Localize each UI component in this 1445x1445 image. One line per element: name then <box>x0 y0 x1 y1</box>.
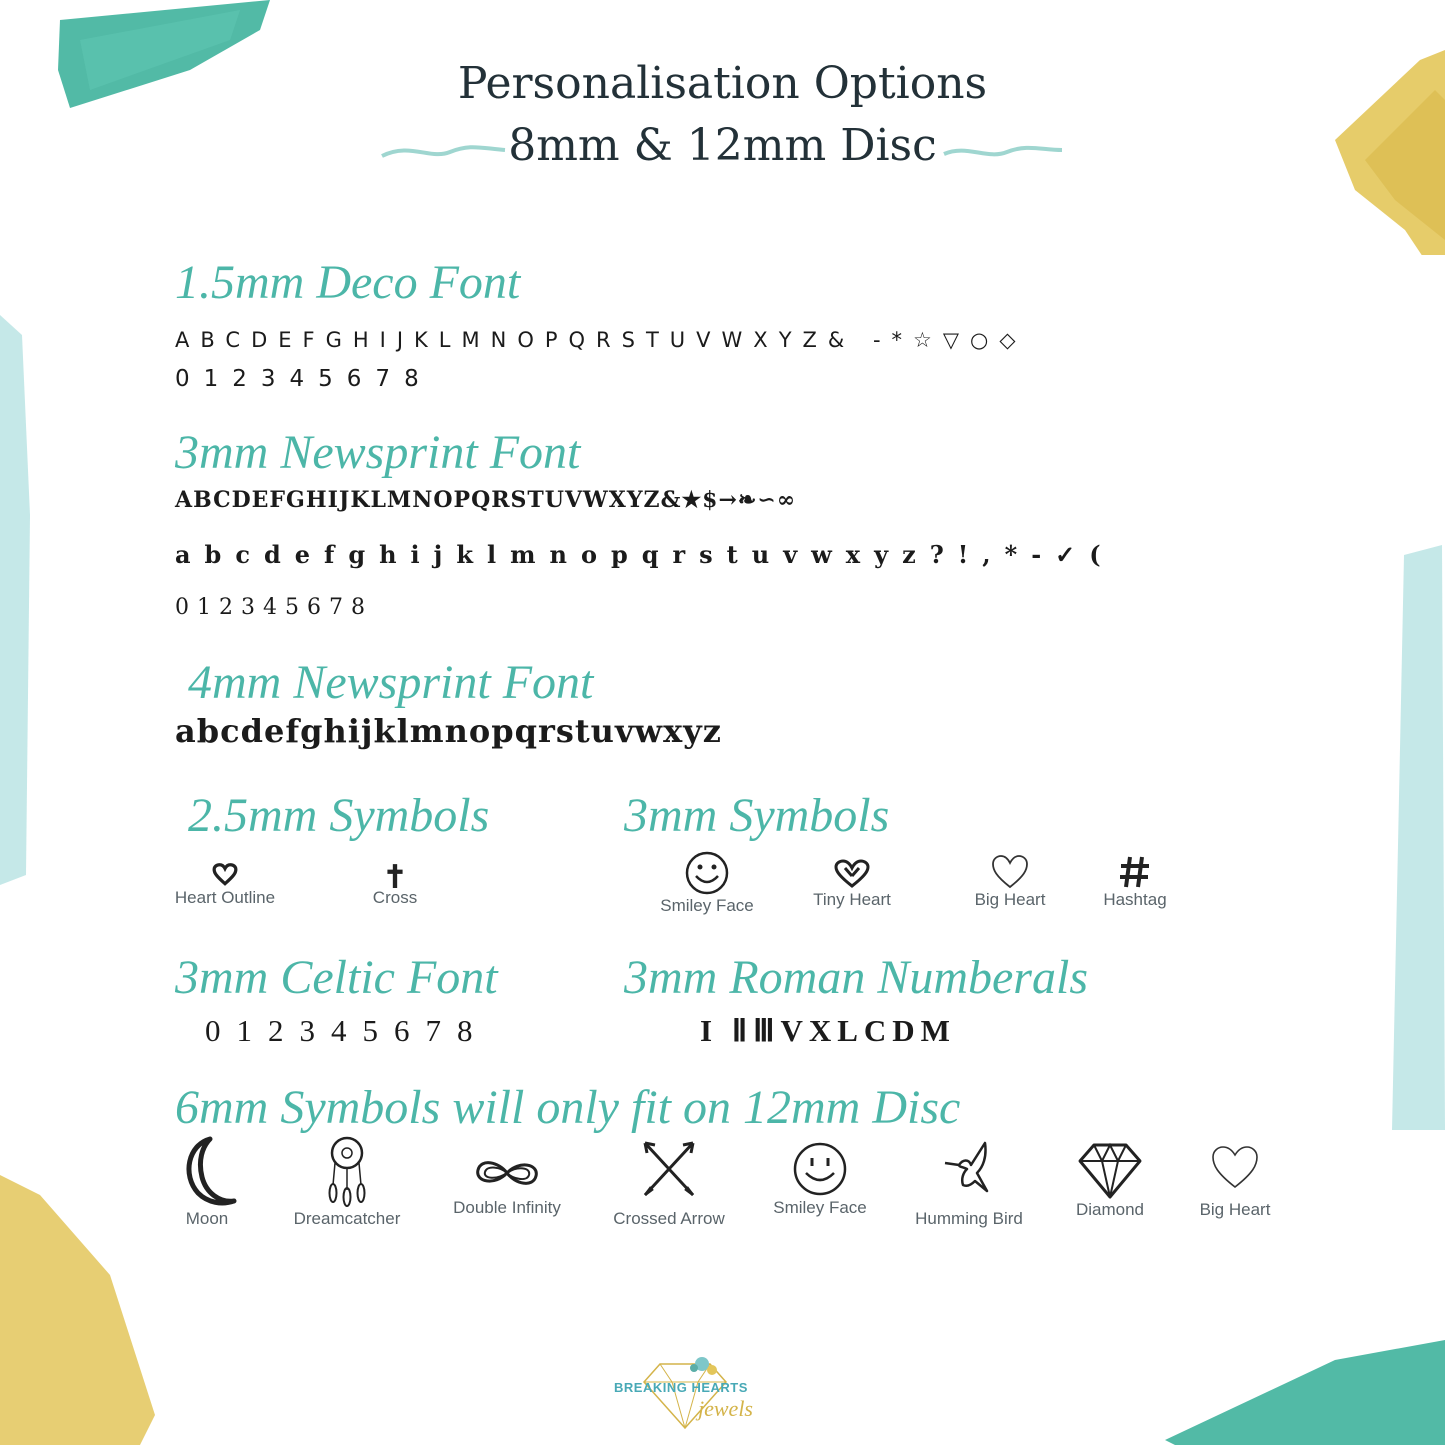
page-subtitle: 8mm & 12mm Disc <box>508 120 937 171</box>
symbol-label: Diamond <box>1075 1200 1145 1219</box>
humming-bird-icon <box>941 1135 997 1209</box>
lightblue-paint-stroke-left <box>0 315 32 890</box>
hashtag-icon <box>1117 854 1153 890</box>
teal-paint-stroke-bottom-right <box>1155 1340 1445 1445</box>
newsprint-3mm-heading: 3mm Newsprint Font <box>175 426 581 479</box>
symbols-6mm-heading: 6mm Symbols will only fit on 12mm Disc <box>175 1081 961 1134</box>
big-heart-icon <box>991 854 1029 890</box>
symbol-label: Hashtag <box>1103 890 1167 909</box>
symbols-3mm-heading: 3mm Symbols <box>624 789 890 842</box>
logo-brand-script: jewels <box>698 1396 753 1421</box>
symbol-label: Tiny Heart <box>813 890 891 909</box>
deco-font-letters: ABCDEFGHIJKLMNOPQRSTUVWXYZ& -*☆▽○◇ <box>175 328 1027 352</box>
symbols-2-5mm-heading: 2.5mm Symbols <box>188 789 490 842</box>
heart-outline-icon <box>212 862 238 888</box>
double-infinity-icon <box>473 1148 541 1198</box>
symbol-moon <box>152 1135 262 1229</box>
tiny-heart-icon <box>833 858 871 890</box>
diamond-icon <box>1078 1140 1142 1200</box>
symbol-cross <box>345 862 445 908</box>
symbol-label: Moon <box>185 1209 229 1228</box>
symbol-big-heart-3mm <box>955 854 1065 910</box>
symbol-humming-bird <box>904 1135 1034 1229</box>
deco-font-heading: 1.5mm Deco Font <box>175 256 521 309</box>
symbol-label: Crossed Arrow <box>613 1209 725 1228</box>
roman-numerals-row: I ⅡⅢVXLCDM <box>700 1013 956 1048</box>
symbol-label: Smiley Face <box>660 896 754 915</box>
deco-font-numbers: 012345678 <box>175 366 433 392</box>
newsprint-3mm-uppercase: ABCDEFGHIJKLMNOPQRSTUVWXYZ&★$→❧∽∞ <box>175 487 797 513</box>
symbol-smiley-face-6mm <box>765 1140 875 1218</box>
symbol-label: Dreamcatcher <box>293 1209 401 1228</box>
symbol-diamond <box>1050 1140 1170 1220</box>
symbol-double-infinity <box>442 1148 572 1218</box>
symbol-crossed-arrow <box>604 1135 734 1229</box>
symbol-label: Cross <box>372 888 418 907</box>
symbol-label: Double Infinity <box>453 1198 561 1217</box>
title-swoosh-right <box>942 138 1067 166</box>
newsprint-3mm-lowercase: abcdefghijklmnopqrstuvwxyz?!,*-✓( <box>175 540 1115 569</box>
newsprint-4mm-heading: 4mm Newsprint Font <box>188 656 594 709</box>
symbol-dreamcatcher <box>287 1135 407 1229</box>
dreamcatcher-icon <box>323 1135 371 1209</box>
symbol-label: Big Heart <box>974 890 1046 909</box>
symbol-heart-outline <box>165 862 285 908</box>
celtic-font-numbers: 012345678 <box>205 1013 489 1048</box>
cross-icon <box>382 862 408 888</box>
brand-logo <box>612 1352 762 1437</box>
symbol-label: Heart Outline <box>174 888 276 907</box>
celtic-font-heading: 3mm Celtic Font <box>175 951 498 1004</box>
smiley-face-icon <box>792 1140 848 1198</box>
symbol-label: Humming Bird <box>915 1209 1023 1228</box>
symbol-tiny-heart <box>797 858 907 910</box>
lightblue-paint-stroke-right <box>1392 545 1445 1130</box>
newsprint-4mm-lowercase: abcdefghijklmnopqrstuvwxyz <box>175 712 722 750</box>
logo-brand-name: BREAKING HEARTS <box>614 1380 748 1395</box>
symbol-big-heart-6mm <box>1180 1136 1290 1220</box>
gold-paint-stroke-bottom-left <box>0 1175 160 1445</box>
symbol-label: Big Heart <box>1199 1200 1271 1219</box>
symbol-label: Smiley Face <box>773 1198 867 1217</box>
symbol-hashtag <box>1085 854 1185 910</box>
page-title: Personalisation Options <box>457 58 988 109</box>
big-heart-icon <box>1211 1136 1259 1200</box>
smiley-face-icon <box>684 850 730 896</box>
newsprint-3mm-numbers: 012345678 <box>175 595 373 620</box>
roman-numerals-heading: 3mm Roman Numberals <box>624 951 1088 1004</box>
symbol-smiley-face-3mm <box>652 850 762 916</box>
crossed-arrow-icon <box>639 1135 699 1209</box>
moon-icon <box>174 1135 240 1209</box>
title-swoosh-left <box>380 138 510 166</box>
